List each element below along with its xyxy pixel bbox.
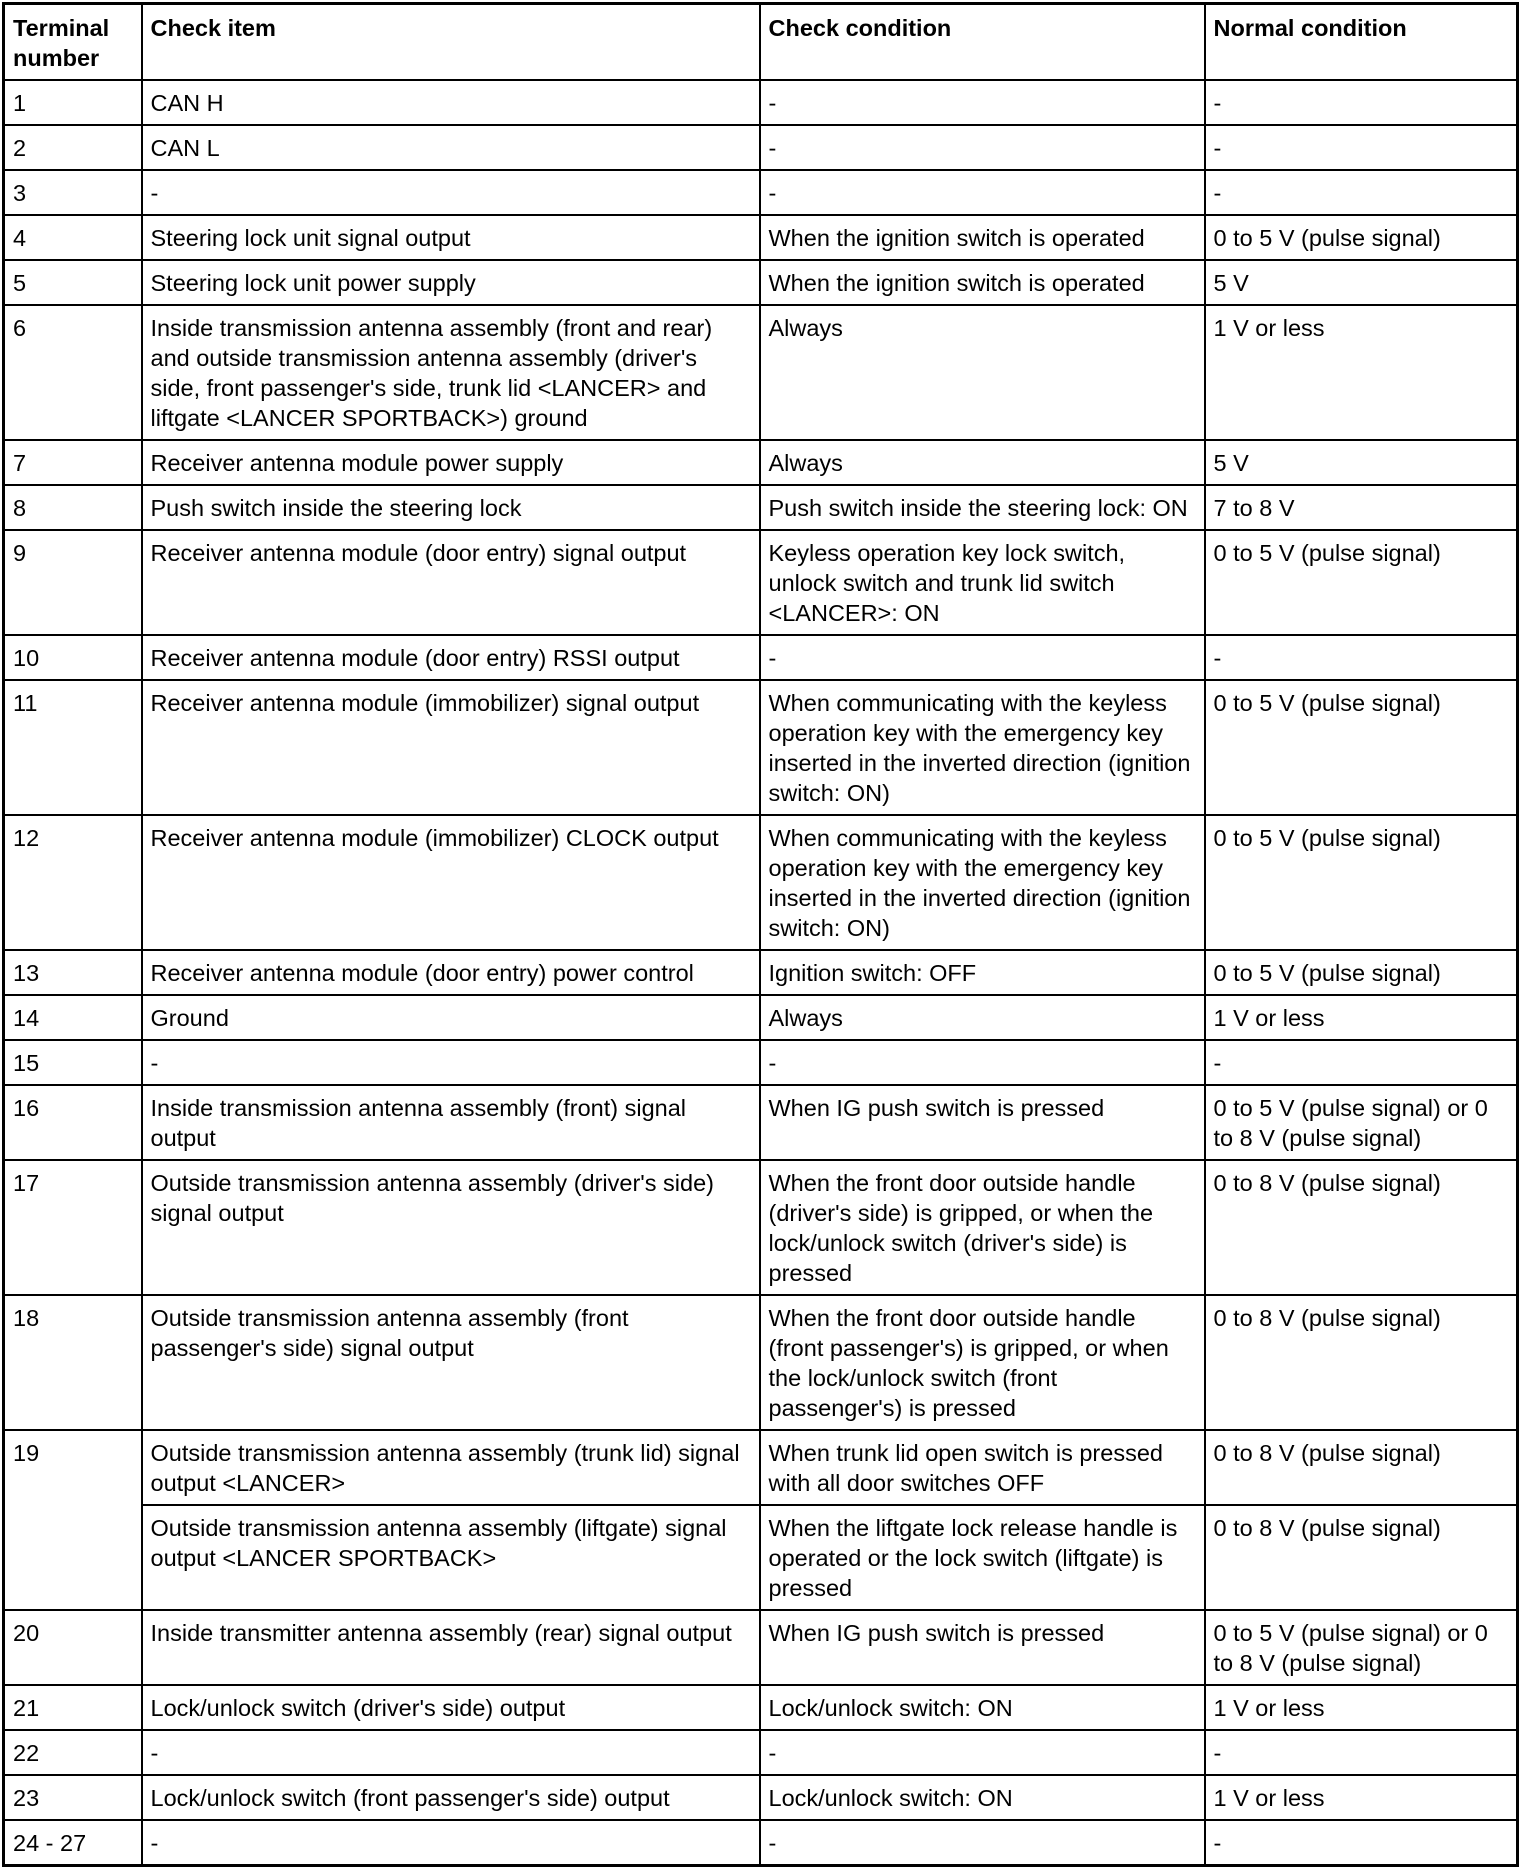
check-item-cell: - [142, 1040, 760, 1085]
table-row [4, 215, 1518, 260]
normal-condition-cell: 0 to 8 V (pulse signal) [1205, 1160, 1518, 1295]
table-row [4, 995, 1518, 1040]
terminal-number-cell: 7 [4, 440, 142, 485]
table-row [4, 1160, 1518, 1295]
check-item-cell: - [142, 1730, 760, 1775]
header-check-item: Check item [142, 4, 760, 81]
check-item-cell: Receiver antenna module (door entry) signal output [142, 530, 760, 635]
normal-condition-cell: 0 to 5 V (pulse signal) or 0 to 8 V (pulse signal) [1205, 1085, 1518, 1160]
normal-condition-cell: 5 V [1205, 440, 1518, 485]
normal-condition-cell: - [1205, 1040, 1518, 1085]
terminal-number-cell: 5 [4, 260, 142, 305]
check-condition-cell: When trunk lid open switch is pressed with all door switches OFF [760, 1430, 1205, 1505]
check-condition-cell: Push switch inside the steering lock: ON [760, 485, 1205, 530]
header-check-condition: Check condition [760, 4, 1205, 81]
check-condition-cell: - [760, 80, 1205, 125]
table-row [4, 80, 1518, 125]
check-item-cell: Inside transmission antenna assembly (front and rear) and outside transmission antenna assembly (driver's side, front passenger's side, trunk lid <LANCER> and liftgate <LANCER SPORTBACK>) ground [142, 305, 760, 440]
terminal-number-cell: 8 [4, 485, 142, 530]
terminal-number-cell: 13 [4, 950, 142, 995]
normal-condition-cell: 1 V or less [1205, 995, 1518, 1040]
table-row [4, 485, 1518, 530]
table-row [4, 305, 1518, 440]
normal-condition-cell: 0 to 8 V (pulse signal) [1205, 1505, 1518, 1610]
terminal-number-cell: 24 - 27 [4, 1820, 142, 1866]
terminal-number-cell: 14 [4, 995, 142, 1040]
check-item-cell: Lock/unlock switch (front passenger's side) output [142, 1775, 760, 1820]
terminal-number-cell: 10 [4, 635, 142, 680]
terminal-number-cell: 22 [4, 1730, 142, 1775]
check-item-cell: Lock/unlock switch (driver's side) output [142, 1685, 760, 1730]
check-item-cell: Receiver antenna module (door entry) power control [142, 950, 760, 995]
normal-condition-cell: 7 to 8 V [1205, 485, 1518, 530]
check-item-cell: Push switch inside the steering lock [142, 485, 760, 530]
terminal-number-cell: 20 [4, 1610, 142, 1685]
terminal-number-cell: 2 [4, 125, 142, 170]
check-item-cell: CAN H [142, 80, 760, 125]
normal-condition-cell: - [1205, 125, 1518, 170]
terminal-number-cell: 4 [4, 215, 142, 260]
check-condition-cell: Lock/unlock switch: ON [760, 1685, 1205, 1730]
terminal-check-sheet [2, 2, 1516, 1856]
check-item-cell: Receiver antenna module (door entry) RSSI output [142, 635, 760, 680]
check-item-cell: Outside transmission antenna assembly (trunk lid) signal output <LANCER> [142, 1430, 760, 1505]
table-row [4, 815, 1518, 950]
table-row [4, 1730, 1518, 1775]
check-condition-cell: - [760, 125, 1205, 170]
check-condition-cell: Always [760, 995, 1205, 1040]
terminal-number-cell: 12 [4, 815, 142, 950]
normal-condition-cell: 0 to 5 V (pulse signal) [1205, 815, 1518, 950]
table-row [4, 1775, 1518, 1820]
check-condition-cell: When the liftgate lock release handle is operated or the lock switch (liftgate) is pressed [760, 1505, 1205, 1610]
normal-condition-cell: 0 to 5 V (pulse signal) [1205, 215, 1518, 260]
check-condition-cell: Keyless operation key lock switch, unlock switch and trunk lid switch <LANCER>: ON [760, 530, 1205, 635]
normal-condition-cell: 0 to 5 V (pulse signal) [1205, 530, 1518, 635]
table-row [4, 1040, 1518, 1085]
check-condition-cell: - [760, 1040, 1205, 1085]
table-row [4, 260, 1518, 305]
normal-condition-cell: - [1205, 170, 1518, 215]
check-item-cell: - [142, 1820, 760, 1866]
terminal-number-cell: 15 [4, 1040, 142, 1085]
check-condition-cell: Always [760, 305, 1205, 440]
header-normal-condition: Normal condition [1205, 4, 1518, 81]
normal-condition-cell: - [1205, 1820, 1518, 1866]
normal-condition-cell: 0 to 5 V (pulse signal) [1205, 680, 1518, 815]
table-row [4, 125, 1518, 170]
terminal-number-cell: 16 [4, 1085, 142, 1160]
terminal-number-cell: 17 [4, 1160, 142, 1295]
table-row [4, 1295, 1518, 1430]
check-condition-cell: - [760, 635, 1205, 680]
header-terminal-number: Terminal number [4, 4, 142, 81]
table-row [4, 1685, 1518, 1730]
check-condition-cell: When communicating with the keyless operation key with the emergency key inserted in the inverted direction (ignition switch: ON) [760, 815, 1205, 950]
terminal-number-cell: 1 [4, 80, 142, 125]
check-condition-cell: When IG push switch is pressed [760, 1610, 1205, 1685]
normal-condition-cell: 1 V or less [1205, 1775, 1518, 1820]
table-row [4, 1085, 1518, 1160]
check-item-cell: Steering lock unit power supply [142, 260, 760, 305]
table-body [4, 80, 1518, 1866]
check-item-cell: CAN L [142, 125, 760, 170]
normal-condition-cell: - [1205, 635, 1518, 680]
table-row [4, 170, 1518, 215]
normal-condition-cell: 1 V or less [1205, 305, 1518, 440]
check-item-cell: Outside transmission antenna assembly (liftgate) signal output <LANCER SPORTBACK> [142, 1505, 760, 1610]
terminal-number-cell: 23 [4, 1775, 142, 1820]
terminal-number-cell: 9 [4, 530, 142, 635]
check-condition-cell: Ignition switch: OFF [760, 950, 1205, 995]
header-row [4, 4, 1518, 81]
check-condition-cell: - [760, 170, 1205, 215]
terminal-check-table [2, 2, 1519, 1867]
table-row [4, 530, 1518, 635]
check-condition-cell: When communicating with the keyless operation key with the emergency key inserted in the inverted direction (ignition switch: ON) [760, 680, 1205, 815]
normal-condition-cell: 0 to 5 V (pulse signal) [1205, 950, 1518, 995]
table-row [4, 635, 1518, 680]
table-row [4, 950, 1518, 995]
terminal-number-cell: 18 [4, 1295, 142, 1430]
check-item-cell: Receiver antenna module (immobilizer) signal output [142, 680, 760, 815]
check-condition-cell: - [760, 1730, 1205, 1775]
terminal-number-cell: 11 [4, 680, 142, 815]
check-condition-cell: When IG push switch is pressed [760, 1085, 1205, 1160]
normal-condition-cell: - [1205, 1730, 1518, 1775]
normal-condition-cell: - [1205, 80, 1518, 125]
check-item-cell: Outside transmission antenna assembly (front passenger's side) signal output [142, 1295, 760, 1430]
check-item-cell: Outside transmission antenna assembly (driver's side) signal output [142, 1160, 760, 1295]
check-item-cell: - [142, 170, 760, 215]
check-item-cell: Inside transmitter antenna assembly (rear) signal output [142, 1610, 760, 1685]
table-row [4, 1610, 1518, 1685]
terminal-number-cell: 21 [4, 1685, 142, 1730]
table-row [4, 1430, 1518, 1505]
check-condition-cell: When the front door outside handle (front passenger's) is gripped, or when the lock/unlock switch (front passenger's) is pressed [760, 1295, 1205, 1430]
check-condition-cell: Lock/unlock switch: ON [760, 1775, 1205, 1820]
check-condition-cell: Always [760, 440, 1205, 485]
table-row [4, 440, 1518, 485]
normal-condition-cell: 0 to 8 V (pulse signal) [1205, 1295, 1518, 1430]
normal-condition-cell: 0 to 8 V (pulse signal) [1205, 1430, 1518, 1505]
terminal-number-cell: 19 [4, 1430, 142, 1610]
check-item-cell: Ground [142, 995, 760, 1040]
table-row [4, 680, 1518, 815]
check-condition-cell: When the ignition switch is operated [760, 215, 1205, 260]
terminal-number-cell: 3 [4, 170, 142, 215]
normal-condition-cell: 1 V or less [1205, 1685, 1518, 1730]
check-condition-cell: When the front door outside handle (driver's side) is gripped, or when the lock/unlock switch (driver's side) is pressed [760, 1160, 1205, 1295]
terminal-number-cell: 6 [4, 305, 142, 440]
check-item-cell: Receiver antenna module (immobilizer) CLOCK output [142, 815, 760, 950]
check-item-cell: Steering lock unit signal output [142, 215, 760, 260]
table-row [4, 1505, 1518, 1610]
check-item-cell: Inside transmission antenna assembly (front) signal output [142, 1085, 760, 1160]
check-item-cell: Receiver antenna module power supply [142, 440, 760, 485]
table-row [4, 1820, 1518, 1866]
normal-condition-cell: 0 to 5 V (pulse signal) or 0 to 8 V (pulse signal) [1205, 1610, 1518, 1685]
check-condition-cell: - [760, 1820, 1205, 1866]
normal-condition-cell: 5 V [1205, 260, 1518, 305]
table-header [4, 4, 1518, 81]
check-condition-cell: When the ignition switch is operated [760, 260, 1205, 305]
